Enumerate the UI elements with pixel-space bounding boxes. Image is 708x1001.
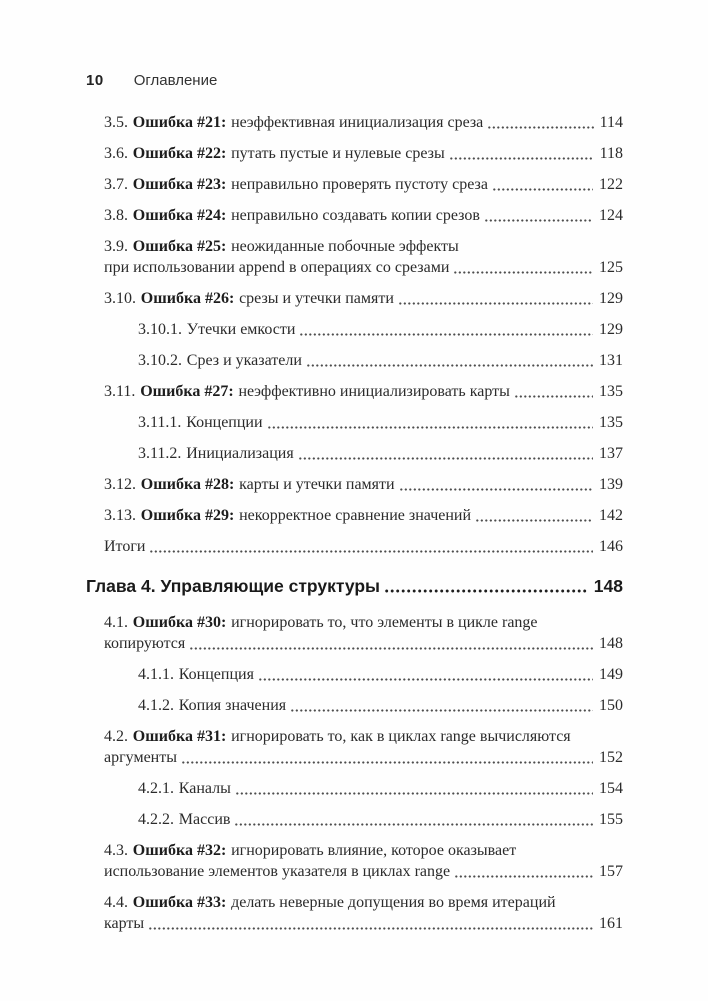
dots-leader bbox=[385, 589, 587, 593]
entry-number: 3.10.1. bbox=[138, 321, 182, 338]
dots-leader bbox=[454, 271, 593, 274]
toc-list bbox=[86, 112, 623, 944]
dots-leader bbox=[476, 519, 593, 522]
dots-leader bbox=[399, 302, 593, 305]
entry-number: 4.2.1. bbox=[138, 780, 174, 797]
toc-entry bbox=[86, 350, 623, 371]
entry-title: неэффективно инициализировать карты bbox=[238, 383, 510, 400]
entry-number: 3.12. bbox=[104, 476, 136, 493]
toc-entry-line bbox=[104, 474, 623, 495]
entry-error-label: Ошибка #25: bbox=[132, 238, 227, 255]
entry-number: 3.13. bbox=[104, 507, 136, 524]
entry-title-continued: использование элементов указателя в циклах range bbox=[104, 863, 451, 880]
toc-entry-line bbox=[104, 288, 623, 309]
dots-leader bbox=[291, 709, 593, 712]
toc-entry-line bbox=[104, 381, 623, 402]
toc-entry bbox=[86, 443, 623, 464]
toc-entry bbox=[86, 695, 623, 716]
toc-entry-line bbox=[138, 809, 623, 830]
dots-leader bbox=[450, 157, 594, 160]
page-ref-number: 135 bbox=[599, 383, 623, 400]
entry-number: 3.11.1. bbox=[138, 414, 182, 431]
entry-title: игнорировать то, как в циклах range вычисляются bbox=[231, 728, 571, 745]
toc-entry-line bbox=[138, 443, 623, 464]
page-ref-number: 125 bbox=[599, 259, 623, 276]
toc-entry-line bbox=[104, 505, 623, 526]
dots-leader bbox=[515, 395, 593, 398]
toc-entry bbox=[86, 664, 623, 685]
toc-entry-line bbox=[138, 350, 623, 371]
dots-leader bbox=[485, 219, 593, 222]
toc-entry-line bbox=[138, 695, 623, 716]
page-ref-number: 135 bbox=[599, 414, 623, 431]
entry-number: 3.9. bbox=[104, 238, 128, 255]
dots-leader bbox=[455, 875, 593, 878]
toc-entry bbox=[86, 412, 623, 433]
toc-entry bbox=[86, 505, 623, 526]
entry-title-continued: при использовании append в операциях со срезами bbox=[104, 259, 450, 276]
page-ref-number: 150 bbox=[599, 697, 623, 714]
dots-leader bbox=[150, 550, 593, 553]
entry-number: 4.2.2. bbox=[138, 811, 174, 828]
page-ref-number: 137 bbox=[599, 445, 623, 462]
toc-entry bbox=[86, 143, 623, 164]
entry-title: неэффективная инициализация среза bbox=[231, 114, 484, 131]
entry-title: неожиданные побочные эффекты bbox=[231, 238, 459, 255]
entry-number: 3.8. bbox=[104, 207, 128, 224]
page-number-folio: 10 bbox=[86, 72, 104, 89]
dots-leader bbox=[299, 457, 593, 460]
dots-leader bbox=[307, 364, 593, 367]
toc-entry-line bbox=[86, 574, 623, 598]
toc-entry-line bbox=[138, 412, 623, 433]
chapter-title: Глава 4. Управляющие структуры bbox=[86, 576, 381, 596]
page-ref-number: 152 bbox=[599, 749, 623, 766]
page-ref-number: 154 bbox=[599, 780, 623, 797]
toc-entry bbox=[86, 809, 623, 830]
running-header bbox=[86, 72, 623, 90]
page-ref-number: 124 bbox=[599, 207, 623, 224]
entry-number: 4.1.1. bbox=[138, 666, 174, 683]
page-ref-number: 155 bbox=[599, 811, 623, 828]
entry-number: 3.10. bbox=[104, 290, 136, 307]
toc-entry-line bbox=[104, 726, 623, 747]
entry-error-label: Ошибка #26: bbox=[140, 290, 235, 307]
dots-leader bbox=[235, 823, 593, 826]
entry-number: 4.4. bbox=[104, 894, 128, 911]
toc-entry bbox=[86, 612, 623, 654]
entry-title: путать пустые и нулевые срезы bbox=[231, 145, 445, 162]
page-ref-number: 142 bbox=[599, 507, 623, 524]
toc-entry-line bbox=[104, 257, 623, 278]
entry-title: Массив bbox=[178, 811, 231, 828]
page-ref-number: 157 bbox=[599, 863, 623, 880]
entry-error-label: Ошибка #21: bbox=[132, 114, 227, 131]
entry-error-label: Ошибка #29: bbox=[140, 507, 235, 524]
page-ref-number: 149 bbox=[599, 666, 623, 683]
running-title: Оглавление bbox=[133, 72, 218, 89]
toc-entry bbox=[86, 288, 623, 309]
toc-entry bbox=[86, 174, 623, 195]
entry-error-label: Ошибка #27: bbox=[140, 383, 234, 400]
entry-title: игнорировать влияние, которое оказывает bbox=[231, 842, 517, 859]
toc-entry-line bbox=[104, 747, 623, 768]
page-ref-number: 148 bbox=[593, 576, 623, 596]
entry-error-label: Ошибка #32: bbox=[132, 842, 227, 859]
entry-title: Итоги bbox=[104, 538, 146, 555]
entry-number: 4.1.2. bbox=[138, 697, 174, 714]
page-ref-number: 161 bbox=[599, 915, 623, 932]
toc-entry-line bbox=[104, 205, 623, 226]
entry-title: Концепции bbox=[186, 414, 263, 431]
entry-number: 3.5. bbox=[104, 114, 128, 131]
toc-entry bbox=[86, 474, 623, 495]
toc-entry bbox=[86, 205, 623, 226]
entry-title: срезы и утечки памяти bbox=[239, 290, 394, 307]
entry-error-label: Ошибка #30: bbox=[132, 614, 227, 631]
page-ref-number: 148 bbox=[599, 635, 623, 652]
toc-entry bbox=[86, 319, 623, 340]
page-ref-number: 114 bbox=[599, 114, 623, 131]
entry-title: неправильно создавать копии срезов bbox=[231, 207, 480, 224]
entry-title: неправильно проверять пустоту среза bbox=[231, 176, 488, 193]
dots-leader bbox=[268, 426, 593, 429]
toc-entry-line bbox=[138, 664, 623, 685]
toc-entry bbox=[86, 381, 623, 402]
entry-number: 3.6. bbox=[104, 145, 128, 162]
entry-title: Копия значения bbox=[178, 697, 287, 714]
entry-error-label: Ошибка #28: bbox=[140, 476, 235, 493]
toc-entry-line bbox=[104, 112, 623, 133]
toc-entry-line bbox=[104, 612, 623, 633]
entry-error-label: Ошибка #23: bbox=[132, 176, 227, 193]
entry-title: некорректное сравнение значений bbox=[239, 507, 472, 524]
toc-entry-line bbox=[104, 633, 623, 654]
dots-leader bbox=[400, 488, 593, 491]
entry-title: Каналы bbox=[178, 780, 231, 797]
toc-entry-line bbox=[104, 840, 623, 861]
toc-entry bbox=[86, 840, 623, 882]
entry-title-continued: аргументы bbox=[104, 749, 177, 766]
entry-title: Инициализация bbox=[186, 445, 294, 462]
toc-entry bbox=[86, 726, 623, 768]
entry-number: 4.2. bbox=[104, 728, 128, 745]
entry-title: делать неверные допущения во время итераций bbox=[231, 894, 556, 911]
page-ref-number: 118 bbox=[599, 145, 623, 162]
dots-leader bbox=[488, 126, 593, 129]
toc-entry-line bbox=[104, 143, 623, 164]
entry-error-label: Ошибка #24: bbox=[132, 207, 227, 224]
entry-title: Утечки емкости bbox=[186, 321, 296, 338]
entry-number: 3.11.2. bbox=[138, 445, 182, 462]
toc-entry-line bbox=[138, 778, 623, 799]
toc-entry-line bbox=[138, 319, 623, 340]
toc-entry bbox=[86, 778, 623, 799]
page-ref-number: 129 bbox=[599, 321, 623, 338]
entry-number: 3.7. bbox=[104, 176, 128, 193]
entry-number: 4.1. bbox=[104, 614, 128, 631]
toc-entry bbox=[86, 236, 623, 278]
entry-title-continued: копируются bbox=[104, 635, 186, 652]
dots-leader bbox=[493, 188, 593, 191]
page-ref-number: 129 bbox=[599, 290, 623, 307]
entry-title: игнорировать то, что элементы в цикле range bbox=[231, 614, 538, 631]
toc-entry-line bbox=[104, 536, 623, 557]
entry-title: Концепция bbox=[178, 666, 254, 683]
entry-error-label: Ошибка #31: bbox=[132, 728, 227, 745]
toc-entry bbox=[86, 536, 623, 557]
dots-leader bbox=[182, 761, 593, 764]
page-ref-number: 139 bbox=[599, 476, 623, 493]
toc-entry-line bbox=[104, 892, 623, 913]
toc-entry-line bbox=[104, 236, 623, 257]
dots-leader bbox=[300, 333, 593, 336]
toc-entry bbox=[86, 112, 623, 133]
dots-leader bbox=[259, 678, 593, 681]
page-ref-number: 146 bbox=[599, 538, 623, 555]
toc-entry bbox=[86, 892, 623, 934]
entry-title: Срез и указатели bbox=[186, 352, 302, 369]
dots-leader bbox=[190, 647, 593, 650]
entry-number: 3.11. bbox=[104, 383, 136, 400]
entry-title: карты и утечки памяти bbox=[239, 476, 395, 493]
entry-number: 4.3. bbox=[104, 842, 128, 859]
entry-error-label: Ошибка #22: bbox=[132, 145, 227, 162]
toc-entry-line bbox=[104, 913, 623, 934]
page-ref-number: 131 bbox=[599, 352, 623, 369]
toc-entry-line bbox=[104, 174, 623, 195]
toc-entry-line bbox=[104, 861, 623, 882]
entry-error-label: Ошибка #33: bbox=[132, 894, 227, 911]
dots-leader bbox=[236, 792, 593, 795]
page-ref-number: 122 bbox=[599, 176, 623, 193]
entry-title-continued: карты bbox=[104, 915, 145, 932]
dots-leader bbox=[149, 927, 593, 930]
entry-number: 3.10.2. bbox=[138, 352, 182, 369]
toc-chapter-heading bbox=[86, 574, 623, 598]
